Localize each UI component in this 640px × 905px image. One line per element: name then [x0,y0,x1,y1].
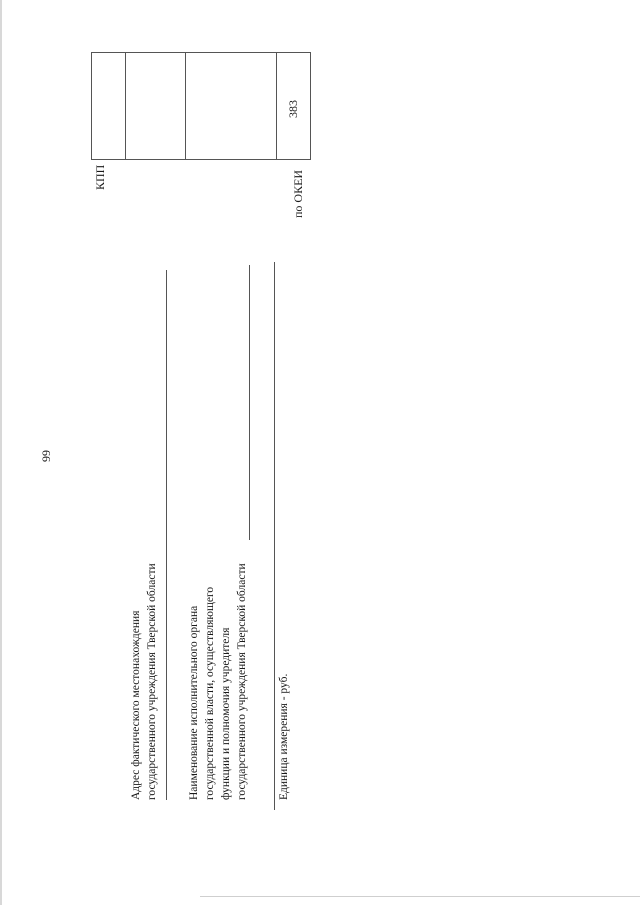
page-number: 99 [39,450,53,462]
scan-edge-bottom [200,896,640,897]
address-value-line [166,270,167,800]
codes-table-divider-2 [185,52,186,160]
address-label-line2: государственного учреждения Тверской области [146,563,158,800]
kpp-label: КПП [93,164,107,190]
authority-label-line2: государственной власти, осуществляющего [204,586,216,800]
unit-value-line [274,262,275,810]
scan-edge [0,0,2,905]
okei-label: по ОКЕИ [291,169,305,218]
okei-code-value: 383 [286,100,300,118]
authority-label-line1: Наименование исполнительного органа [188,605,200,800]
codes-table-divider-3 [276,52,277,160]
authority-value-line [249,265,250,540]
unit-label: Единица измерения - руб. [278,673,290,800]
codes-table [91,52,311,160]
address-label-line1: Адрес фактического местонахождения [130,610,142,800]
codes-table-divider-1 [125,52,126,160]
authority-label-line4: государственного учреждения Тверской области [236,563,248,800]
authority-label-line3: функции и полномочия учредителя [220,627,232,800]
